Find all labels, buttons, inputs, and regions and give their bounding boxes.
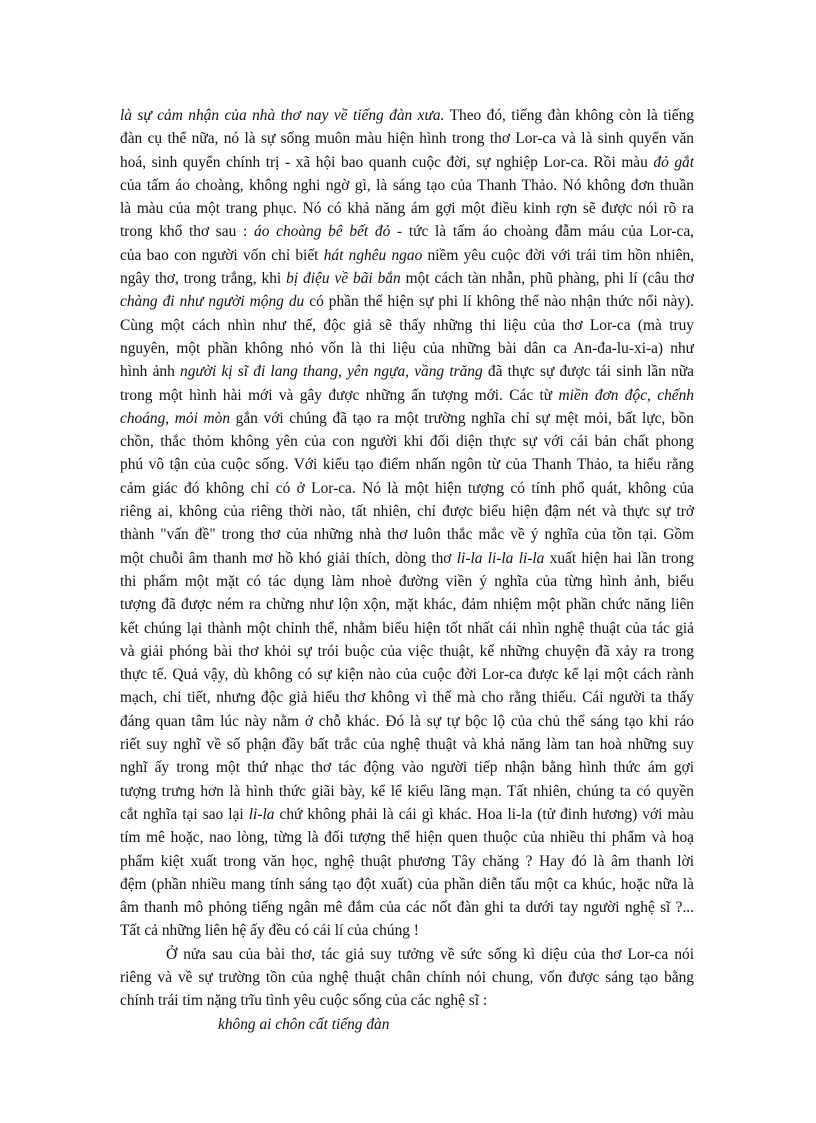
text-line [120, 314, 694, 337]
text-segment: Tất cả những liên hệ ấy đều có cái lí của chúng ! [120, 922, 419, 940]
text-line [120, 640, 694, 663]
text-line [120, 127, 694, 150]
text-line [120, 430, 694, 453]
text-segment: kết chúng lại thành một chỉnh thể, nhằm biểu hiện tốt nhất cái nhìn nghệ thuật của tác giả [120, 619, 694, 637]
text-line [120, 244, 694, 267]
text-segment: một chuỗi âm thanh mơ hồ khó giải thích, dòng thơ [120, 549, 457, 567]
italic-text: bị điệu về bãi bắn [286, 270, 401, 288]
text-segment: riết suy nghĩ về số phận đầy bất trắc của nghệ thuật và khả năng làm tan hoà những suy [120, 736, 694, 754]
text-line [120, 477, 694, 500]
italic-text: đỏ gắt [653, 153, 694, 171]
text-segment: một cách tàn nhẫn, phũ phàng, phi lí (câu thơ [400, 270, 694, 288]
text-segment: riêng và về sự trường tồn của nghệ thuật chân chính nói chung, vốn được sáng tạo bằng [120, 968, 694, 986]
text-segment: và giải phóng bài thơ khỏi sự trói buộc của việc thuật, kể những chuyện đã xảy ra trong [120, 642, 694, 660]
text-segment: trong khổ thơ sau : [120, 223, 255, 241]
text-segment: Theo đó, tiếng đàn không còn là tiếng [444, 107, 694, 124]
italic-text: choáng, mỏi mòn [120, 409, 231, 427]
text-line [120, 151, 694, 174]
text-line [120, 267, 694, 290]
text-line [120, 873, 694, 896]
text-segment: chính trái tim nặng trĩu tình yêu cuộc sống của các nghệ sĩ : [120, 992, 488, 1010]
text-segment: hoá, sinh quyển chính trị - xã hội bao quanh cuộc đời, sự nghiệp Lor-ca. Rồi màu [120, 153, 654, 171]
text-segment: Cùng một cách nhìn như thế, độc giả sẽ thấy những thi liệu của thơ Lor-ca (mà truy [120, 316, 694, 334]
italic-text: không ai chôn cất tiếng đàn [218, 1015, 390, 1033]
text-segment: cắt nghĩa tại sao lại [120, 805, 249, 823]
text-segment: có phần thể hiện sự phi lí không thể nào nhận thức nổi này). [304, 293, 694, 311]
text-line [120, 826, 694, 849]
text-segment: ngây thơ, trong trắng, khi [120, 270, 287, 288]
text-segment: đàn cụ thể nữa, nó là sự sống muôn màu hiện hình trong thơ Lor-ca và là sinh quyển văn [120, 130, 694, 148]
text-line [120, 453, 694, 476]
text-line [120, 850, 694, 873]
text-line [120, 570, 694, 593]
italic-text: là sự cảm nhận của nhà thơ nay về tiếng đàn xưa. [120, 107, 445, 124]
text-segment: tượng trưng hơn là hình thức giãi bày, kể lể kiểu lãng mạn. Tất nhiên, chúng ta có quyền [120, 782, 694, 800]
text-line [120, 593, 694, 616]
text-segment: xuất hiện hai lần trong [544, 549, 694, 567]
italic-text: li-la li-la li-la [456, 549, 545, 567]
italic-text: li-la [248, 805, 275, 823]
text-segment: chồn, thắc thỏm không yên của con người khi đối diện thực sự với cái bản chất phong [120, 433, 694, 451]
italic-text: miền đơn độc, chếnh [558, 386, 694, 404]
italic-text: hát nghêu ngao [323, 246, 423, 264]
text-line [120, 617, 694, 640]
text-line [120, 337, 694, 360]
text-segment: thành "vấn đề" trong thơ của những nhà thơ luôn thắc mắc về ý nghĩa của tồn tại. Gồm [120, 526, 694, 544]
text-line [120, 966, 694, 989]
text-line [120, 663, 694, 686]
text-segment: nguyên, một phần không nhỏ vốn là thi liệu của những bài dân ca An-đa-lu-xi-a) như [120, 339, 694, 357]
text-line [120, 686, 694, 709]
verse-line [120, 1013, 694, 1036]
text-line [120, 780, 694, 803]
text-segment: mạch, chi tiết, nhưng độc giả hiểu thơ không vì thế mà cho rằng thiếu. Cái người ta thấy [120, 689, 694, 707]
text-segment: - tức là tấm áo choàng đẫm máu của Lor-ca, [390, 223, 694, 241]
text-segment: phú vô tận của cuộc sống. Với kiểu tạo điểm nhấn ngôn từ của Thanh Thảo, ta hiểu rằng [120, 456, 694, 474]
text-line [120, 500, 694, 523]
text-segment: đáng quan tâm lúc này nằm ở chỗ khác. Đó là sự tự bộc lộ của chủ thể sáng tạo khi ráo [120, 712, 694, 730]
text-line [120, 547, 694, 570]
text-segment: tím mê hoặc, nao lòng, từng là đối tượng thể hiện quen thuộc của nhiều thi phẩm và hoạ [120, 829, 694, 847]
text-segment: của tấm áo choàng, không nghi ngờ gì, là sáng tạo của Thanh Thảo. Nó không đơn thuần [120, 176, 694, 194]
text-line [120, 174, 694, 197]
text-segment: của bao con người vốn chỉ biết [120, 246, 324, 264]
text-line [120, 919, 694, 942]
text-line [120, 360, 694, 383]
text-line [120, 384, 694, 407]
text-segment: thực tế. Quả vậy, dù không có sự kiện nào của cuộc đời Lor-ca được kể lại một cách rành [120, 666, 694, 684]
text-segment: là màu của một trang phục. Nó có khả năng ám gợi một điều kinh rợn sẽ được nói rõ ra [120, 200, 694, 218]
text-line [120, 989, 694, 1012]
text-segment: thi phẩm một mặt có tác dụng làm nhoè đường viền ý nghĩa của từng hình ảnh, biểu [120, 572, 694, 590]
text-line [120, 803, 694, 826]
text-line [120, 943, 694, 966]
text-segment: niềm yêu cuộc đời với trái tim hồn nhiên, [422, 246, 694, 264]
text-segment: tượng đã được ném ra chừng như lộn xộn, mặt khác, đảm nhiệm một phần chức năng liên [120, 596, 694, 614]
text-segment: âm thanh mô phỏng tiếng ngân mê đắm của các nốt đàn ghi ta dưới tay người nghệ sĩ ?... [120, 899, 694, 917]
text-segment: riêng ai, không của riêng thời nào, tất nhiên, chỉ được biểu hiện đậm nét và thực sự trở [120, 503, 694, 521]
text-segment: trong một hình hài mới và gây được những ấn tượng mới. Các từ [120, 386, 559, 404]
text-line [120, 290, 694, 313]
text-segment: phẩm kiệt xuất trong văn học, nghệ thuật phương Tây chăng ? Hay đó là âm thanh lời [120, 852, 694, 870]
text-segment: đã thực sự được tái sinh lần nữa [482, 363, 694, 381]
text-line [120, 733, 694, 756]
text-line [120, 220, 694, 243]
text-segment: gắn với chúng đã tạo ra một trường nghĩa chỉ sự mệt mỏi, bất lực, bồn [230, 409, 694, 427]
text-segment: chứ không phải là cái gì khác. Hoa li-la (tử đinh hương) với màu [274, 805, 694, 823]
text-line [120, 710, 694, 733]
text-line [120, 197, 694, 220]
italic-text: chàng đi như người mộng du [120, 293, 305, 311]
italic-text: áo choàng bê bết đỏ [254, 223, 391, 241]
text-segment: Ở nửa sau của bài thơ, tác giả suy tưởng về sức sống kì diệu của thơ Lor-ca nói [166, 945, 694, 963]
text-line [120, 896, 694, 919]
text-line [120, 104, 694, 127]
body-text [120, 104, 694, 1036]
text-segment: đệm (phần nhiều mang tính sáng tạo đột xuất) của phần diễn tấu một ca khúc, hoặc nữa là [120, 875, 694, 893]
text-line [120, 756, 694, 779]
text-segment: hình ảnh [120, 363, 180, 381]
text-segment: cảm giác đó không chỉ có ở Lor-ca. Nó là một hiện tượng có tính phổ quát, không của [120, 479, 694, 497]
italic-text: người kị sĩ đi lang thang, yên ngựa, vầng trăng [180, 363, 483, 381]
text-line [120, 407, 694, 430]
text-line [120, 523, 694, 546]
text-segment: nghĩ ấy trong một thứ nhạc thơ tác động vào người tiếp nhận bằng hình thức ám gợi [120, 759, 694, 777]
